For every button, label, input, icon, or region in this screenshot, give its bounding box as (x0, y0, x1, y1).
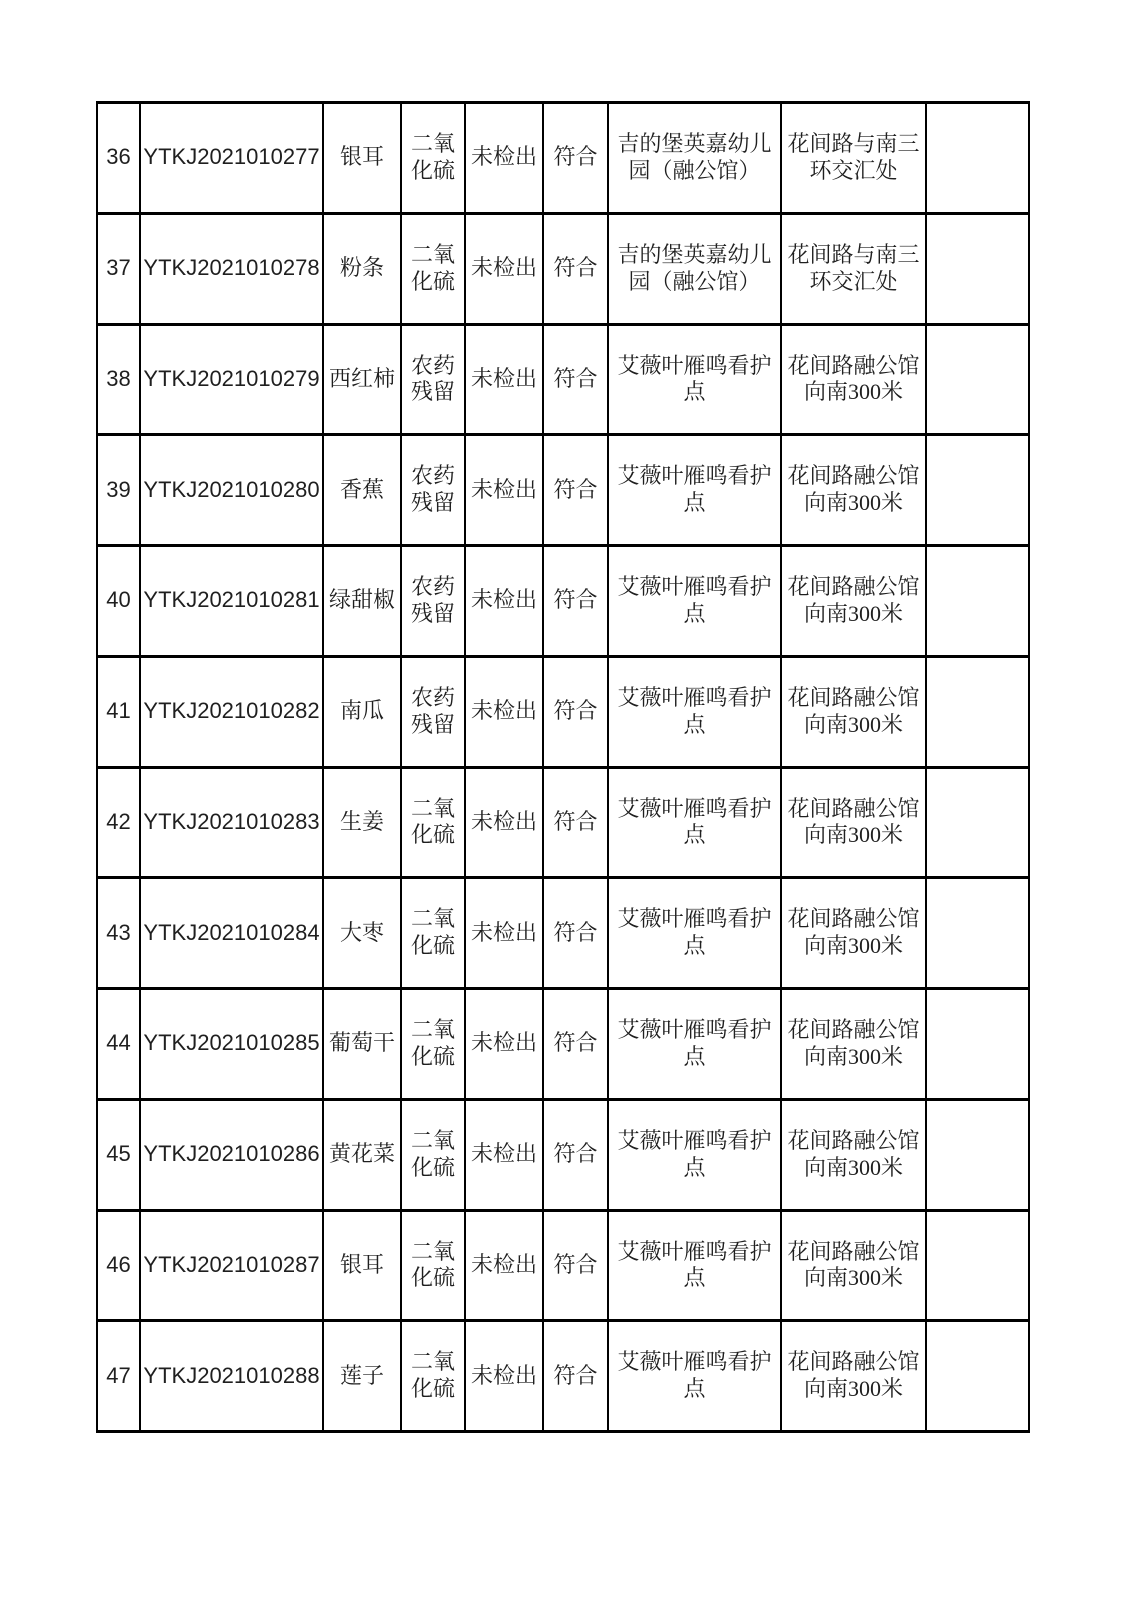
cell-sample-name: 葡萄干 (323, 989, 401, 1100)
cell-sample-name: 生姜 (323, 767, 401, 878)
cell-remark (926, 767, 1029, 878)
cell-remark (926, 1210, 1029, 1321)
cell-sampling-address: 花间路融公馆向南300米 (781, 1321, 926, 1432)
cell-conclusion: 符合 (543, 435, 608, 546)
table-row (97, 989, 1029, 1100)
cell-sampling-address: 花间路与南三环交汇处 (781, 213, 926, 324)
cell-remark (926, 213, 1029, 324)
table-row (97, 1321, 1029, 1432)
cell-sampling-location: 艾薇叶雁鸣看护点 (608, 989, 781, 1100)
cell-sample-name: 银耳 (323, 1210, 401, 1321)
cell-conclusion: 符合 (543, 656, 608, 767)
cell-test-result: 未检出 (465, 435, 543, 546)
cell-sampling-address: 花间路融公馆向南300米 (781, 989, 926, 1100)
cell-sample-id: YTKJ2021010279 (140, 324, 323, 435)
cell-sample-name: 大枣 (323, 878, 401, 989)
cell-sampling-location: 吉的堡英嘉幼儿园（融公馆） (608, 213, 781, 324)
cell-sampling-address: 花间路与南三环交汇处 (781, 103, 926, 214)
cell-row-number: 37 (97, 213, 140, 324)
cell-sample-id: YTKJ2021010277 (140, 103, 323, 214)
cell-row-number: 39 (97, 435, 140, 546)
cell-sample-id: YTKJ2021010285 (140, 989, 323, 1100)
cell-test-result: 未检出 (465, 1210, 543, 1321)
cell-test-result: 未检出 (465, 989, 543, 1100)
cell-sample-name: 香蕉 (323, 435, 401, 546)
cell-test-item: 二氧化硫 (401, 103, 465, 214)
cell-conclusion: 符合 (543, 989, 608, 1100)
cell-remark (926, 1321, 1029, 1432)
inspection-results-table (96, 101, 1030, 1433)
cell-sample-name: 黄花菜 (323, 1099, 401, 1210)
cell-sampling-location: 艾薇叶雁鸣看护点 (608, 546, 781, 657)
cell-sample-id: YTKJ2021010287 (140, 1210, 323, 1321)
table-body (97, 103, 1029, 1432)
cell-sampling-location: 吉的堡英嘉幼儿园（融公馆） (608, 103, 781, 214)
cell-sample-id: YTKJ2021010282 (140, 656, 323, 767)
cell-test-result: 未检出 (465, 103, 543, 214)
cell-conclusion: 符合 (543, 1210, 608, 1321)
cell-row-number: 47 (97, 1321, 140, 1432)
cell-row-number: 40 (97, 546, 140, 657)
cell-test-item: 二氧化硫 (401, 1210, 465, 1321)
cell-sampling-location: 艾薇叶雁鸣看护点 (608, 878, 781, 989)
cell-remark (926, 324, 1029, 435)
cell-sampling-address: 花间路融公馆向南300米 (781, 1210, 926, 1321)
cell-test-item: 二氧化硫 (401, 767, 465, 878)
cell-conclusion: 符合 (543, 767, 608, 878)
cell-row-number: 44 (97, 989, 140, 1100)
cell-sampling-address: 花间路融公馆向南300米 (781, 546, 926, 657)
table-row (97, 213, 1029, 324)
table-row (97, 324, 1029, 435)
cell-sample-id: YTKJ2021010278 (140, 213, 323, 324)
cell-conclusion: 符合 (543, 1321, 608, 1432)
cell-sampling-address: 花间路融公馆向南300米 (781, 324, 926, 435)
cell-sample-id: YTKJ2021010280 (140, 435, 323, 546)
cell-remark (926, 878, 1029, 989)
cell-remark (926, 103, 1029, 214)
cell-test-result: 未检出 (465, 656, 543, 767)
cell-sampling-address: 花间路融公馆向南300米 (781, 656, 926, 767)
cell-remark (926, 546, 1029, 657)
cell-test-item: 农药残留 (401, 435, 465, 546)
table-row (97, 103, 1029, 214)
cell-test-result: 未检出 (465, 767, 543, 878)
cell-conclusion: 符合 (543, 1099, 608, 1210)
cell-test-item: 二氧化硫 (401, 1099, 465, 1210)
cell-conclusion: 符合 (543, 103, 608, 214)
cell-row-number: 38 (97, 324, 140, 435)
cell-test-item: 二氧化硫 (401, 989, 465, 1100)
cell-row-number: 42 (97, 767, 140, 878)
cell-test-item: 二氧化硫 (401, 878, 465, 989)
table-row (97, 1210, 1029, 1321)
cell-sampling-location: 艾薇叶雁鸣看护点 (608, 324, 781, 435)
cell-sampling-address: 花间路融公馆向南300米 (781, 435, 926, 546)
cell-sample-name: 绿甜椒 (323, 546, 401, 657)
cell-sampling-address: 花间路融公馆向南300米 (781, 878, 926, 989)
cell-conclusion: 符合 (543, 213, 608, 324)
cell-test-item: 二氧化硫 (401, 213, 465, 324)
cell-sampling-location: 艾薇叶雁鸣看护点 (608, 767, 781, 878)
cell-test-item: 农药残留 (401, 324, 465, 435)
cell-test-result: 未检出 (465, 1321, 543, 1432)
cell-row-number: 36 (97, 103, 140, 214)
cell-test-result: 未检出 (465, 878, 543, 989)
table-row (97, 546, 1029, 657)
cell-sampling-location: 艾薇叶雁鸣看护点 (608, 435, 781, 546)
table-row (97, 1099, 1029, 1210)
cell-test-item: 农药残留 (401, 656, 465, 767)
cell-row-number: 41 (97, 656, 140, 767)
cell-test-result: 未检出 (465, 324, 543, 435)
cell-remark (926, 656, 1029, 767)
cell-sampling-location: 艾薇叶雁鸣看护点 (608, 1210, 781, 1321)
cell-test-result: 未检出 (465, 1099, 543, 1210)
table-row (97, 656, 1029, 767)
cell-remark (926, 1099, 1029, 1210)
cell-sample-name: 粉条 (323, 213, 401, 324)
cell-row-number: 46 (97, 1210, 140, 1321)
cell-row-number: 45 (97, 1099, 140, 1210)
cell-sample-id: YTKJ2021010286 (140, 1099, 323, 1210)
cell-sample-name: 西红柿 (323, 324, 401, 435)
cell-sampling-location: 艾薇叶雁鸣看护点 (608, 656, 781, 767)
cell-conclusion: 符合 (543, 878, 608, 989)
cell-test-result: 未检出 (465, 213, 543, 324)
cell-sample-id: YTKJ2021010283 (140, 767, 323, 878)
cell-row-number: 43 (97, 878, 140, 989)
table-row (97, 435, 1029, 546)
cell-sample-id: YTKJ2021010288 (140, 1321, 323, 1432)
cell-test-result: 未检出 (465, 546, 543, 657)
cell-sampling-location: 艾薇叶雁鸣看护点 (608, 1099, 781, 1210)
cell-remark (926, 989, 1029, 1100)
cell-sample-id: YTKJ2021010284 (140, 878, 323, 989)
table-row (97, 878, 1029, 989)
cell-sampling-address: 花间路融公馆向南300米 (781, 1099, 926, 1210)
cell-test-item: 农药残留 (401, 546, 465, 657)
table-row (97, 767, 1029, 878)
cell-conclusion: 符合 (543, 546, 608, 657)
cell-test-item: 二氧化硫 (401, 1321, 465, 1432)
cell-sampling-address: 花间路融公馆向南300米 (781, 767, 926, 878)
cell-sample-name: 南瓜 (323, 656, 401, 767)
cell-sample-name: 银耳 (323, 103, 401, 214)
cell-sample-id: YTKJ2021010281 (140, 546, 323, 657)
cell-sample-name: 莲子 (323, 1321, 401, 1432)
cell-remark (926, 435, 1029, 546)
cell-sampling-location: 艾薇叶雁鸣看护点 (608, 1321, 781, 1432)
cell-conclusion: 符合 (543, 324, 608, 435)
